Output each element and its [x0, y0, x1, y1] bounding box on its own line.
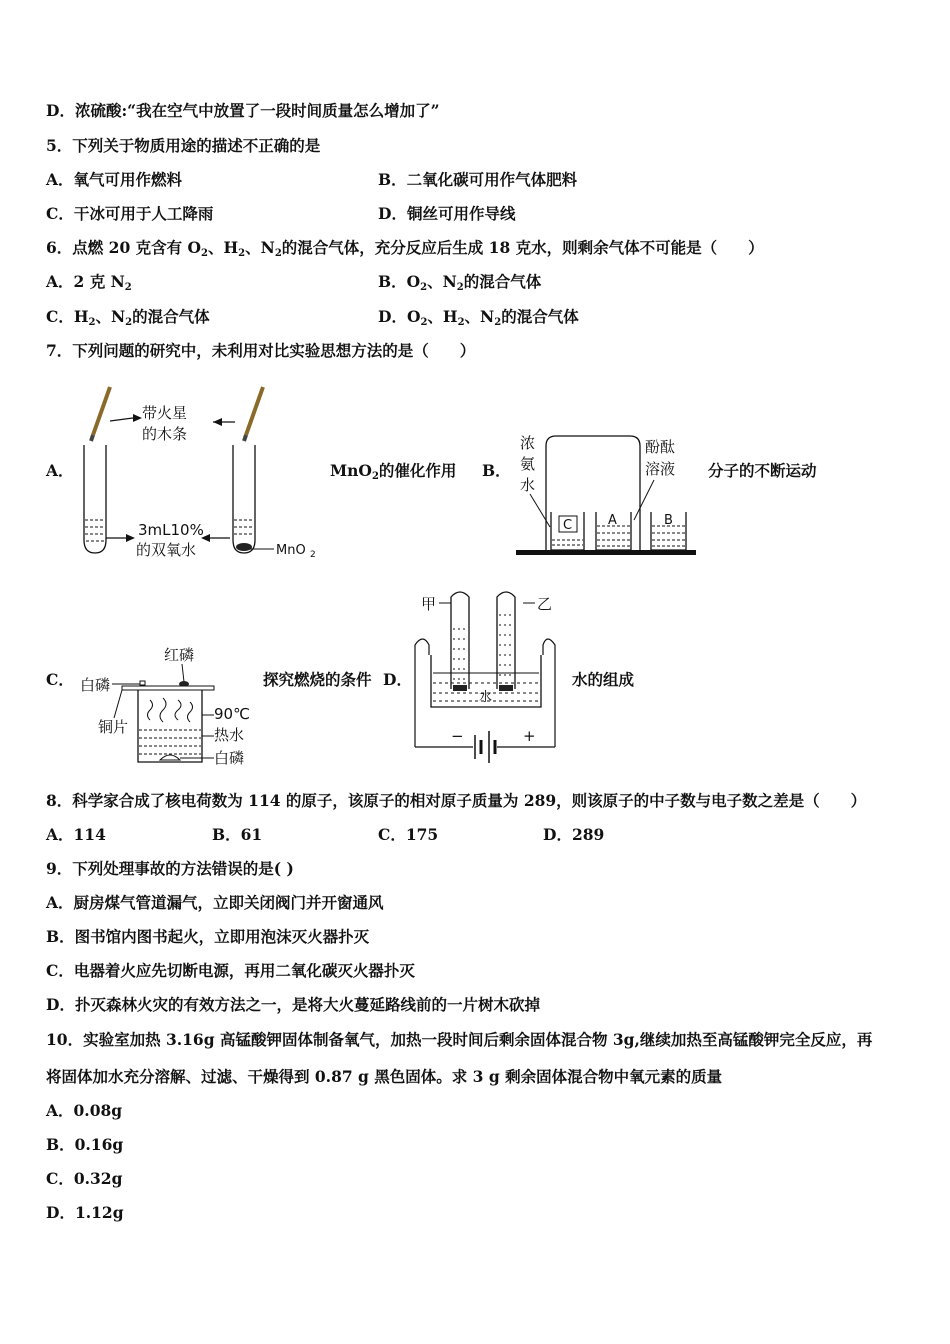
splint-label-1: 带火星: [142, 404, 188, 422]
minus-sign: −: [451, 727, 464, 745]
ammonia-char-1: 浓: [520, 434, 536, 452]
q7-figure-b: [514, 432, 700, 562]
q7-option-c-caption: 探究燃烧的条件: [263, 670, 372, 689]
q8-option-d: D．289: [543, 825, 605, 844]
red-p-label: 红磷: [164, 646, 195, 664]
hot-water-label: 热水: [214, 726, 245, 744]
beaker-b-label: B: [664, 513, 673, 528]
q8-option-a: A．114: [46, 825, 106, 844]
catalyst-sub: 2: [310, 550, 316, 560]
q9-option-d: D．扑灭森林火灾的有效方法之一，是将大火蔓延路线前的一片树木砍掉: [46, 995, 540, 1014]
tube-right-label: 乙: [537, 595, 553, 613]
q6-option-b: B．$O_2$、$N_2$的混合气体: [378, 272, 542, 293]
q7-stem: 7．下列问题的研究中，未利用对比实验思想方法的是（ ）: [46, 341, 476, 360]
beaker-c-label: C: [563, 518, 573, 533]
phenol-label-2: 溶液: [645, 460, 676, 478]
q10-stem-line1: 10．实验室加热 3.16g 高锰酸钾固体制备氧气，加热一段时间后剩余固体混合物 3g,继续加热至高锰酸钾完全反应，再: [46, 1030, 873, 1049]
white-p-top-label: 白磷: [80, 676, 111, 694]
ammonia-char-3: 水: [520, 476, 536, 494]
q7-figure-d: [405, 585, 565, 767]
q9-stem: 9．下列处理事故的方法错误的是( ): [46, 859, 294, 878]
q5-option-b: B．二氧化碳可用作气体肥料: [378, 170, 578, 189]
q9-option-b: B．图书馆内图书起火，立即用泡沫灭火器扑灭: [46, 927, 370, 946]
q7-option-a-caption: MnO$_2$的催化作用: [330, 461, 457, 482]
q9-option-c: C．电器着火应先切断电源，再用二氧化碳灭火器扑灭: [46, 961, 415, 980]
q7-figure-c: [78, 640, 263, 772]
q5-option-d: D．铜丝可用作导线: [378, 204, 516, 223]
q10-stem-line2: 将固体加水充分溶解、过滤、干燥得到 0.87 g 黑色固体。求 3 g 剩余固体混合物中氧元素的质量: [46, 1067, 723, 1086]
q10-option-d: D．1.12g: [46, 1203, 124, 1222]
splint-label-2: 的木条: [142, 425, 188, 443]
q7-option-a-label: A．: [46, 461, 74, 480]
white-p-bottom-label: 白磷: [214, 749, 245, 767]
q7-option-b-label: B．: [482, 461, 511, 480]
phenol-label-1: 酚酞: [645, 438, 676, 456]
q6-option-d: D．$O_2$、$H_2$、$N_2$的混合气体: [378, 307, 579, 328]
water-label: 水: [479, 690, 493, 705]
q6-stem: 6．点燃 20 克含有 $O_2$、$H_2$、$N_2$的混合气体，充分反应后生成 18 克水，则剩余气体不可能是（ ）: [46, 238, 764, 259]
q6-option-a: A．2 克 $N_2$: [46, 272, 132, 293]
q8-option-b: B．61: [212, 825, 263, 844]
q8-option-c: C．175: [378, 825, 439, 844]
q7-option-c-label: C．: [46, 670, 74, 689]
q7-option-d-label: D．: [383, 670, 412, 689]
q10-option-b: B．0.16g: [46, 1135, 124, 1154]
q6-option-c: C．$H_2$、$N_2$的混合气体: [46, 307, 210, 328]
q5-stem: 5．下列关于物质用途的描述不正确的是: [46, 136, 321, 155]
q8-stem: 8．科学家合成了核电荷数为 114 的原子，该原子的相对原子质量为 289，则该原子的中子数与电子数之差是（ ）: [46, 791, 867, 810]
q7-figure-a: [70, 385, 330, 565]
q4-option-d: D．浓硫酸:“我在空气中放置了一段时间质量怎么增加了”: [46, 101, 440, 120]
q7-option-b-caption: 分子的不断运动: [708, 461, 817, 480]
copper-label: 铜片: [98, 718, 129, 736]
q9-option-a: A．厨房煤气管道漏气，立即关闭阀门并开窗通风: [46, 893, 384, 912]
liquid-label-1: 3mL10%: [138, 521, 204, 539]
catalyst-label: MnO: [276, 543, 306, 558]
liquid-label-2: 的双氧水: [136, 541, 197, 559]
plus-sign: +: [523, 727, 536, 745]
beaker-a-label: A: [608, 513, 617, 528]
temp-label: 90℃: [214, 705, 250, 723]
q10-option-a: A．0.08g: [46, 1101, 123, 1120]
q10-option-c: C．0.32g: [46, 1169, 123, 1188]
ammonia-char-2: 氨: [520, 455, 536, 473]
q5-option-a: A．氧气可用作燃料: [46, 170, 183, 189]
q5-option-c: C．干冰可用于人工降雨: [46, 204, 214, 223]
q7-option-d-caption: 水的组成: [572, 670, 635, 689]
tube-left-label: 甲: [421, 595, 437, 613]
